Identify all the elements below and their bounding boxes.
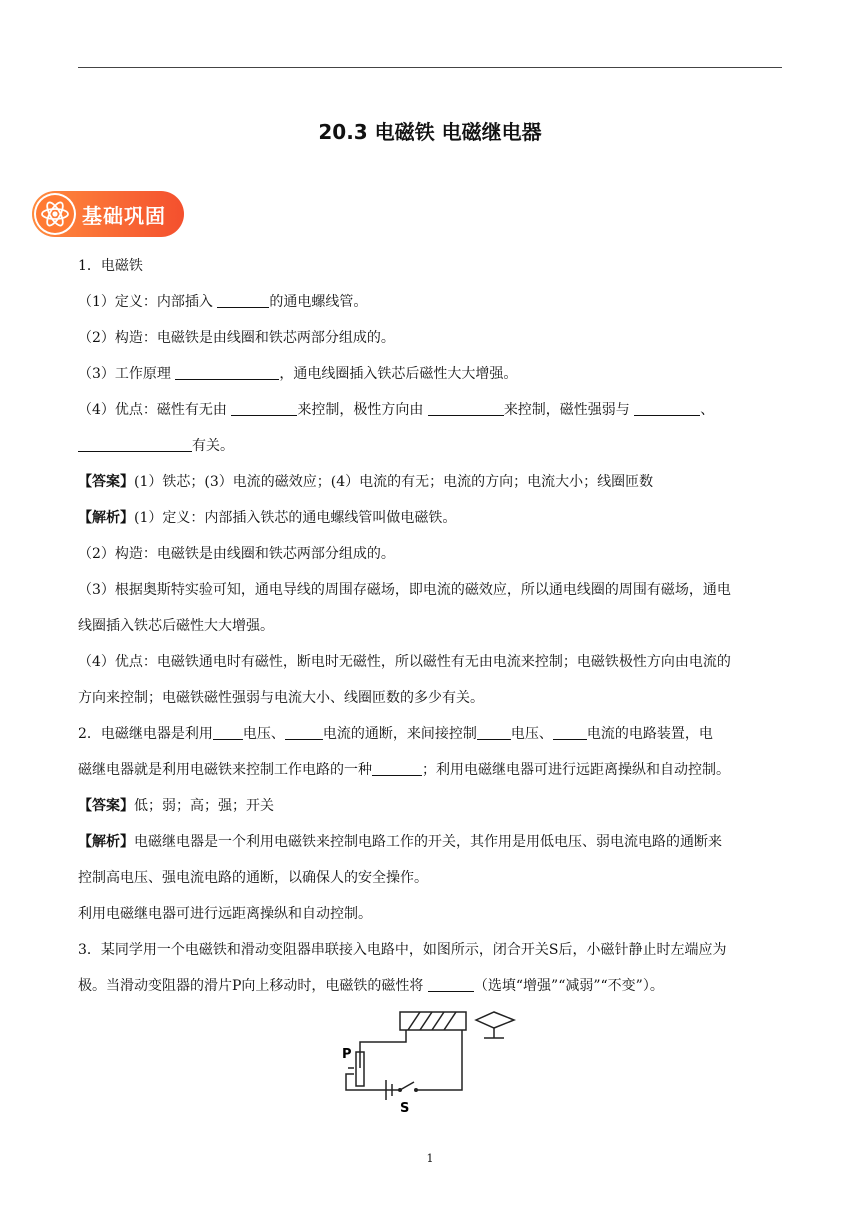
circuit-figure: [330, 1008, 520, 1122]
q2-line-1: 2．电磁继电器是利用 电压、 电流的通断，来间接控制 电压、 电流的电路装置，电: [78, 726, 713, 742]
section-badge: [32, 191, 184, 237]
q2-analysis-1b: 控制高电压、强电流电路的通断，以确保人的安全操作。: [78, 870, 428, 886]
q2-answer: 【答案】低；弱；高；强；开关: [78, 798, 274, 814]
q2-analysis-2: 利用电磁继电器可进行远距离操纵和自动控制。: [78, 906, 372, 922]
q1-analysis-3b: 线圈插入铁芯后磁性大大增强。: [78, 618, 274, 634]
q1-analysis-4: （4）优点：电磁铁通电时有磁性，断电时无磁性，所以磁性有无由电流来控制；电磁铁极性方向由电流的: [78, 654, 731, 670]
q1-analysis-2: （2）构造：电磁铁是由线圈和铁芯两部分组成的。: [78, 546, 395, 562]
q1-line-2: （2）构造：电磁铁是由线圈和铁芯两部分组成的。: [78, 330, 395, 346]
page-title: 20.3 电磁铁 电磁继电器: [318, 120, 542, 144]
q3-line-2: 极。当滑动变阻器的滑片P向上移动时，电磁铁的磁性将 （选填“增强”“减弱”“不变”）。: [78, 978, 664, 994]
q1-line-5: 有关。: [78, 428, 782, 464]
document-body: [78, 248, 782, 1004]
q1-analysis-4b: 方向来控制；电磁铁磁性强弱与电流大小、线圈匝数的多少有关。: [78, 690, 484, 706]
section-badge-label: 基础巩固: [82, 204, 166, 228]
q1-line-4: （4）优点：磁性有无由 来控制，极性方向由 来控制，磁性强弱与 、: [78, 402, 715, 418]
q1-answer: 【答案】(1）铁芯；(3）电流的磁效应；(4）电流的有无；电流的方向；电流大小；线圈匝数: [78, 474, 654, 490]
q3-line-1: 3．某同学用一个电磁铁和滑动变阻器串联接入电路中，如图所示，闭合开关S后，小磁针静止时左端应为: [78, 942, 727, 958]
q1-line-1: （1）定义：内部插入 的通电螺线管。: [78, 294, 368, 310]
q1-line-3: （3）工作原理 ，通电线圈插入铁芯后磁性大大增强。: [78, 366, 518, 382]
circuit-diagram: [330, 1008, 520, 1118]
q1-heading: 1．电磁铁: [78, 258, 143, 274]
switch-label: S: [400, 1101, 410, 1116]
q2-analysis: 【解析】电磁继电器是一个利用电磁铁来控制电路工作的开关，其作用是用低电压、弱电流电路的通断来: [78, 834, 722, 850]
q1-analysis-3: （3）根据奥斯特实验可知，通电导线的周围存磁场，即电流的磁效应，所以通电线圈的周围有磁场，通电: [78, 582, 731, 598]
q2-line-2: 磁继电器就是利用电磁铁来控制工作电路的一种 ；利用电磁继电器可进行远距离操纵和自动控制。: [78, 762, 730, 778]
slider-label: P: [342, 1047, 352, 1062]
header-rule: [78, 67, 782, 68]
atom-icon: [34, 193, 76, 235]
page-number: 1: [426, 1152, 434, 1165]
q1-analysis: 【解析】(1）定义：内部插入铁芯的通电螺线管叫做电磁铁。: [78, 510, 457, 526]
